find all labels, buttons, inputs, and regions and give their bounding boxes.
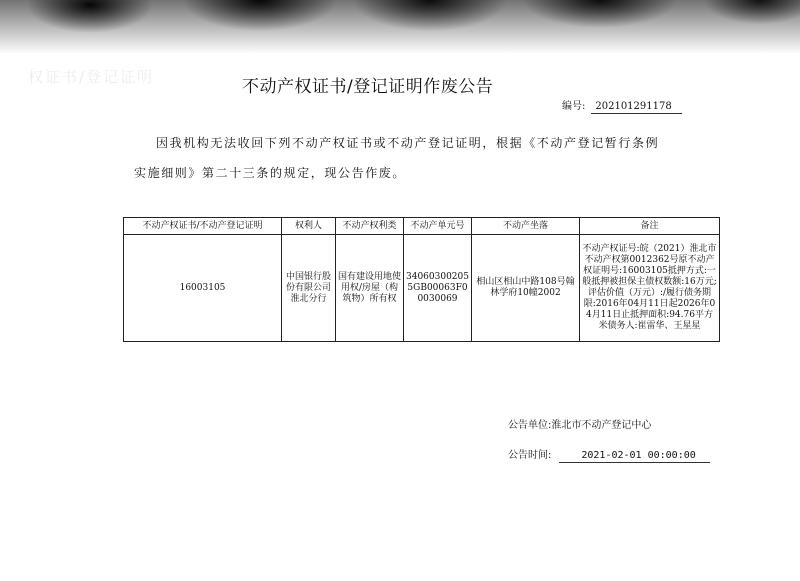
cell-right-type: 国有建设用地使用权/房屋（构筑物）所有权 — [336, 235, 404, 342]
time-value: 2021-02-01 00:00:00 — [559, 450, 709, 463]
notice-paragraph-2: 实施细则》第二十三条的规定，现公告作废。 — [134, 166, 407, 180]
header-right-type: 不动产权利类 — [336, 218, 404, 235]
cell-location: 相山区相山中路108号翰林学府10幢2002 — [472, 235, 580, 342]
scan-shadow — [0, 0, 800, 60]
header-location: 不动产坐落 — [472, 218, 580, 235]
time-label: 公告时间: — [508, 450, 552, 461]
table-header-row — [124, 218, 720, 235]
void-records-table — [123, 217, 720, 342]
announcing-unit — [508, 416, 651, 431]
header-holder: 权利人 — [282, 218, 336, 235]
cell-unit-no: 340603002055GB00063F00030069 — [404, 235, 472, 342]
cell-cert-no: 16003105 — [124, 235, 282, 342]
announce-time — [508, 446, 710, 463]
document-number-value: 202101291178 — [591, 101, 681, 114]
unit-value: 淮北市不动产登记中心 — [551, 420, 652, 431]
page-title: 不动产权证书/登记证明作废公告 — [242, 77, 494, 97]
header-remark: 备注 — [580, 218, 720, 235]
document-number-label: 编号: — [562, 101, 586, 112]
cell-holder: 中国银行股份有限公司淮北分行 — [282, 235, 336, 342]
notice-paragraph-1: 因我机构无法收回下列不动产权证书或不动产登记证明，根据《不动产登记暂行条例 — [156, 136, 660, 150]
header-unit-no: 不动产单元号 — [404, 218, 472, 235]
bleed-through-text: 权证书/登记证明 — [28, 68, 155, 86]
header-cert: 不动产权证书/不动产登记证明 — [124, 218, 282, 235]
document-number — [562, 97, 682, 114]
table-row — [124, 235, 720, 342]
cell-remark: 不动产权证号:皖（2021）淮北市不动产权第0012362号原不动产权证明号:16003105抵押方式:一般抵押被担保主债权数额:16万元;评估价值（万元）:/履行债务期限:2016年04月11日起2026年04月11日止抵押面积:94.76平方米债务人:崔雷华、王星星 — [580, 235, 720, 342]
unit-label: 公告单位: — [508, 420, 552, 431]
